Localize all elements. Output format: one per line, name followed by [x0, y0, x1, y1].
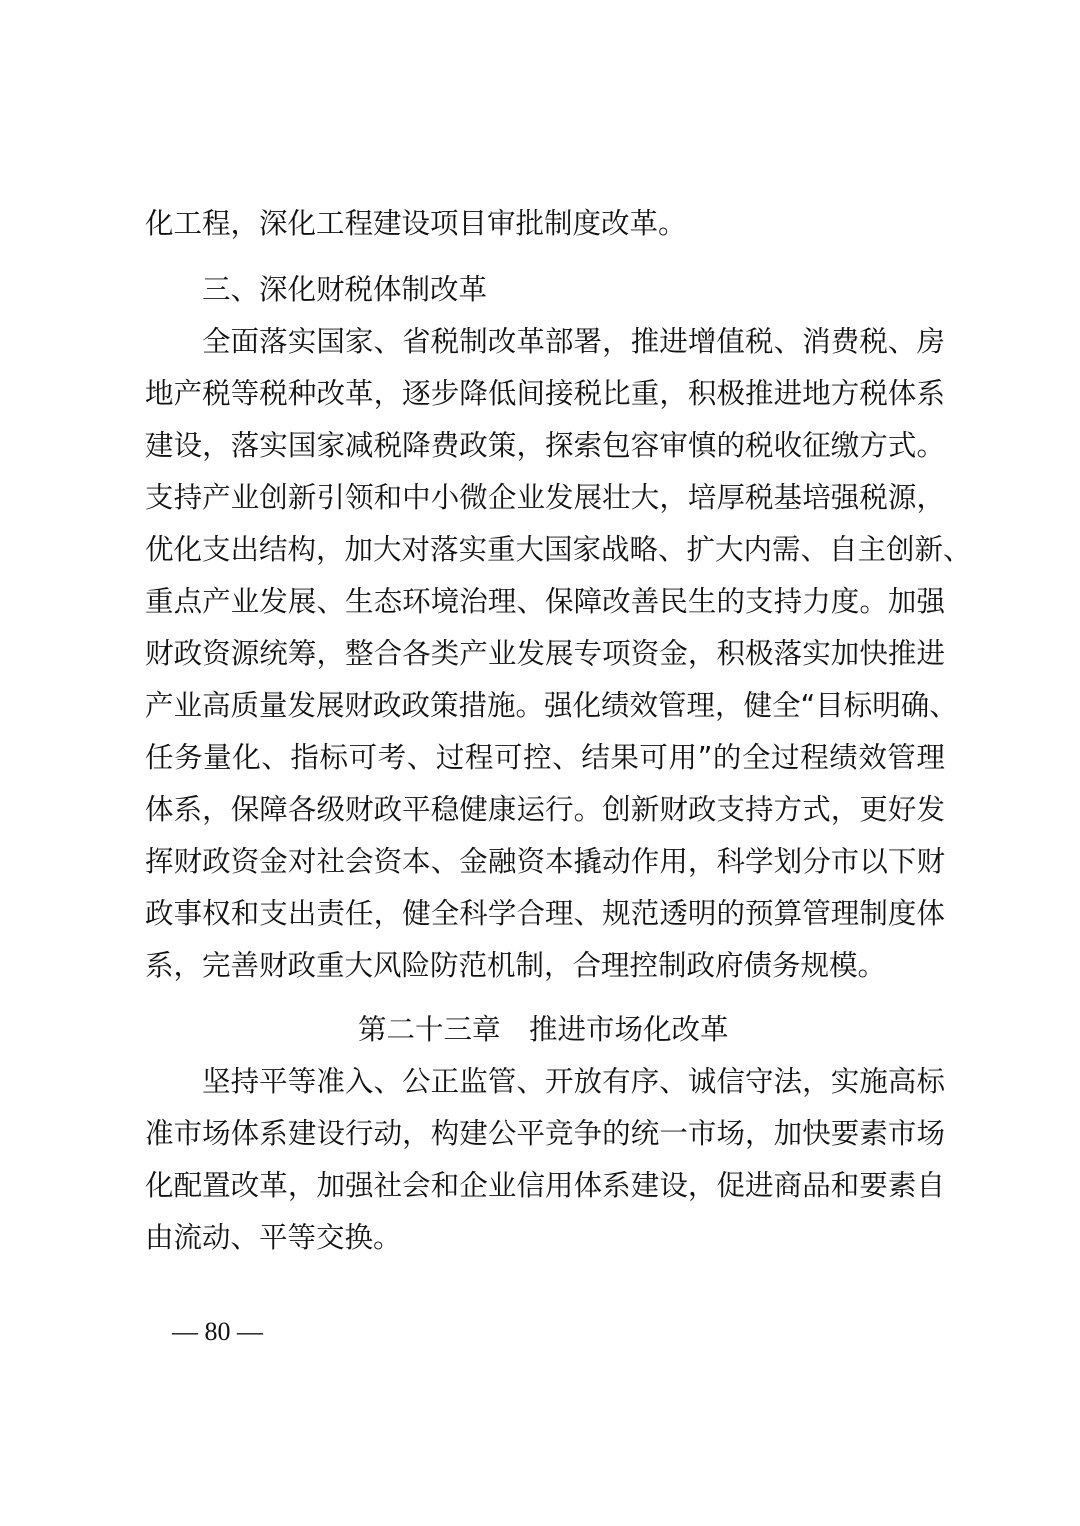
- paragraph-line: 重点产业发展、生态环境治理、保障改善民生的支持力度。加强: [145, 585, 945, 618]
- paragraph-line: 任务量化、指标可考、过程可控、结果可用”的全过程绩效管理: [145, 741, 945, 774]
- section-heading: 三、深化财税体制改革: [202, 273, 488, 306]
- paragraph-line: 坚持平等准入、公正监管、开放有序、诚信守法，实施高标: [202, 1065, 945, 1098]
- paragraph-line: 全面落实国家、省税制改革部署，推进增值税、消费税、房: [202, 325, 945, 358]
- paragraph-line: 产业高质量发展财政政策措施。强化绩效管理，健全“目标明确、: [145, 689, 958, 722]
- paragraph-line: 财政资源统筹，整合各类产业发展专项资金，积极落实加快推进: [145, 637, 945, 670]
- paragraph-line: 化配置改革，加强社会和企业信用体系建设，促进商品和要素自: [145, 1169, 945, 1202]
- paragraph-line: 政事权和支出责任，健全科学合理、规范透明的预算管理制度体: [145, 897, 945, 930]
- paragraph-line: 优化支出结构，加大对落实重大国家战略、扩大内需、自主创新、: [145, 533, 972, 566]
- paragraph-line: 系，完善财政重大风险防范机制，合理控制政府债务规模。: [145, 949, 887, 982]
- chapter-title: 第二十三章 推进市场化改革: [358, 1013, 729, 1046]
- paragraph-line: 体系，保障各级财政平稳健康运行。创新财政支持方式，更好发: [145, 793, 945, 826]
- paragraph-line: 挥财政资金对社会资本、金融资本撬动作用，科学划分市以下财: [145, 845, 945, 878]
- paragraph-line: 准市场体系建设行动，构建公平竞争的统一市场，加快要素市场: [145, 1117, 945, 1150]
- page-number: — 80 —: [172, 1317, 263, 1346]
- paragraph-line: 由流动、平等交换。: [145, 1221, 402, 1254]
- carryover-line: 化工程，深化工程建设项目审批制度改革。: [145, 207, 687, 240]
- paragraph-line: 建设，落实国家减税降费政策，探索包容审慎的税收征缴方式。: [145, 429, 945, 462]
- paragraph-line: 地产税等税种改革，逐步降低间接税比重，积极推进地方税体系: [145, 377, 945, 410]
- paragraph-line: 支持产业创新引领和中小微企业发展壮大，培厚税基培强税源，: [145, 481, 945, 514]
